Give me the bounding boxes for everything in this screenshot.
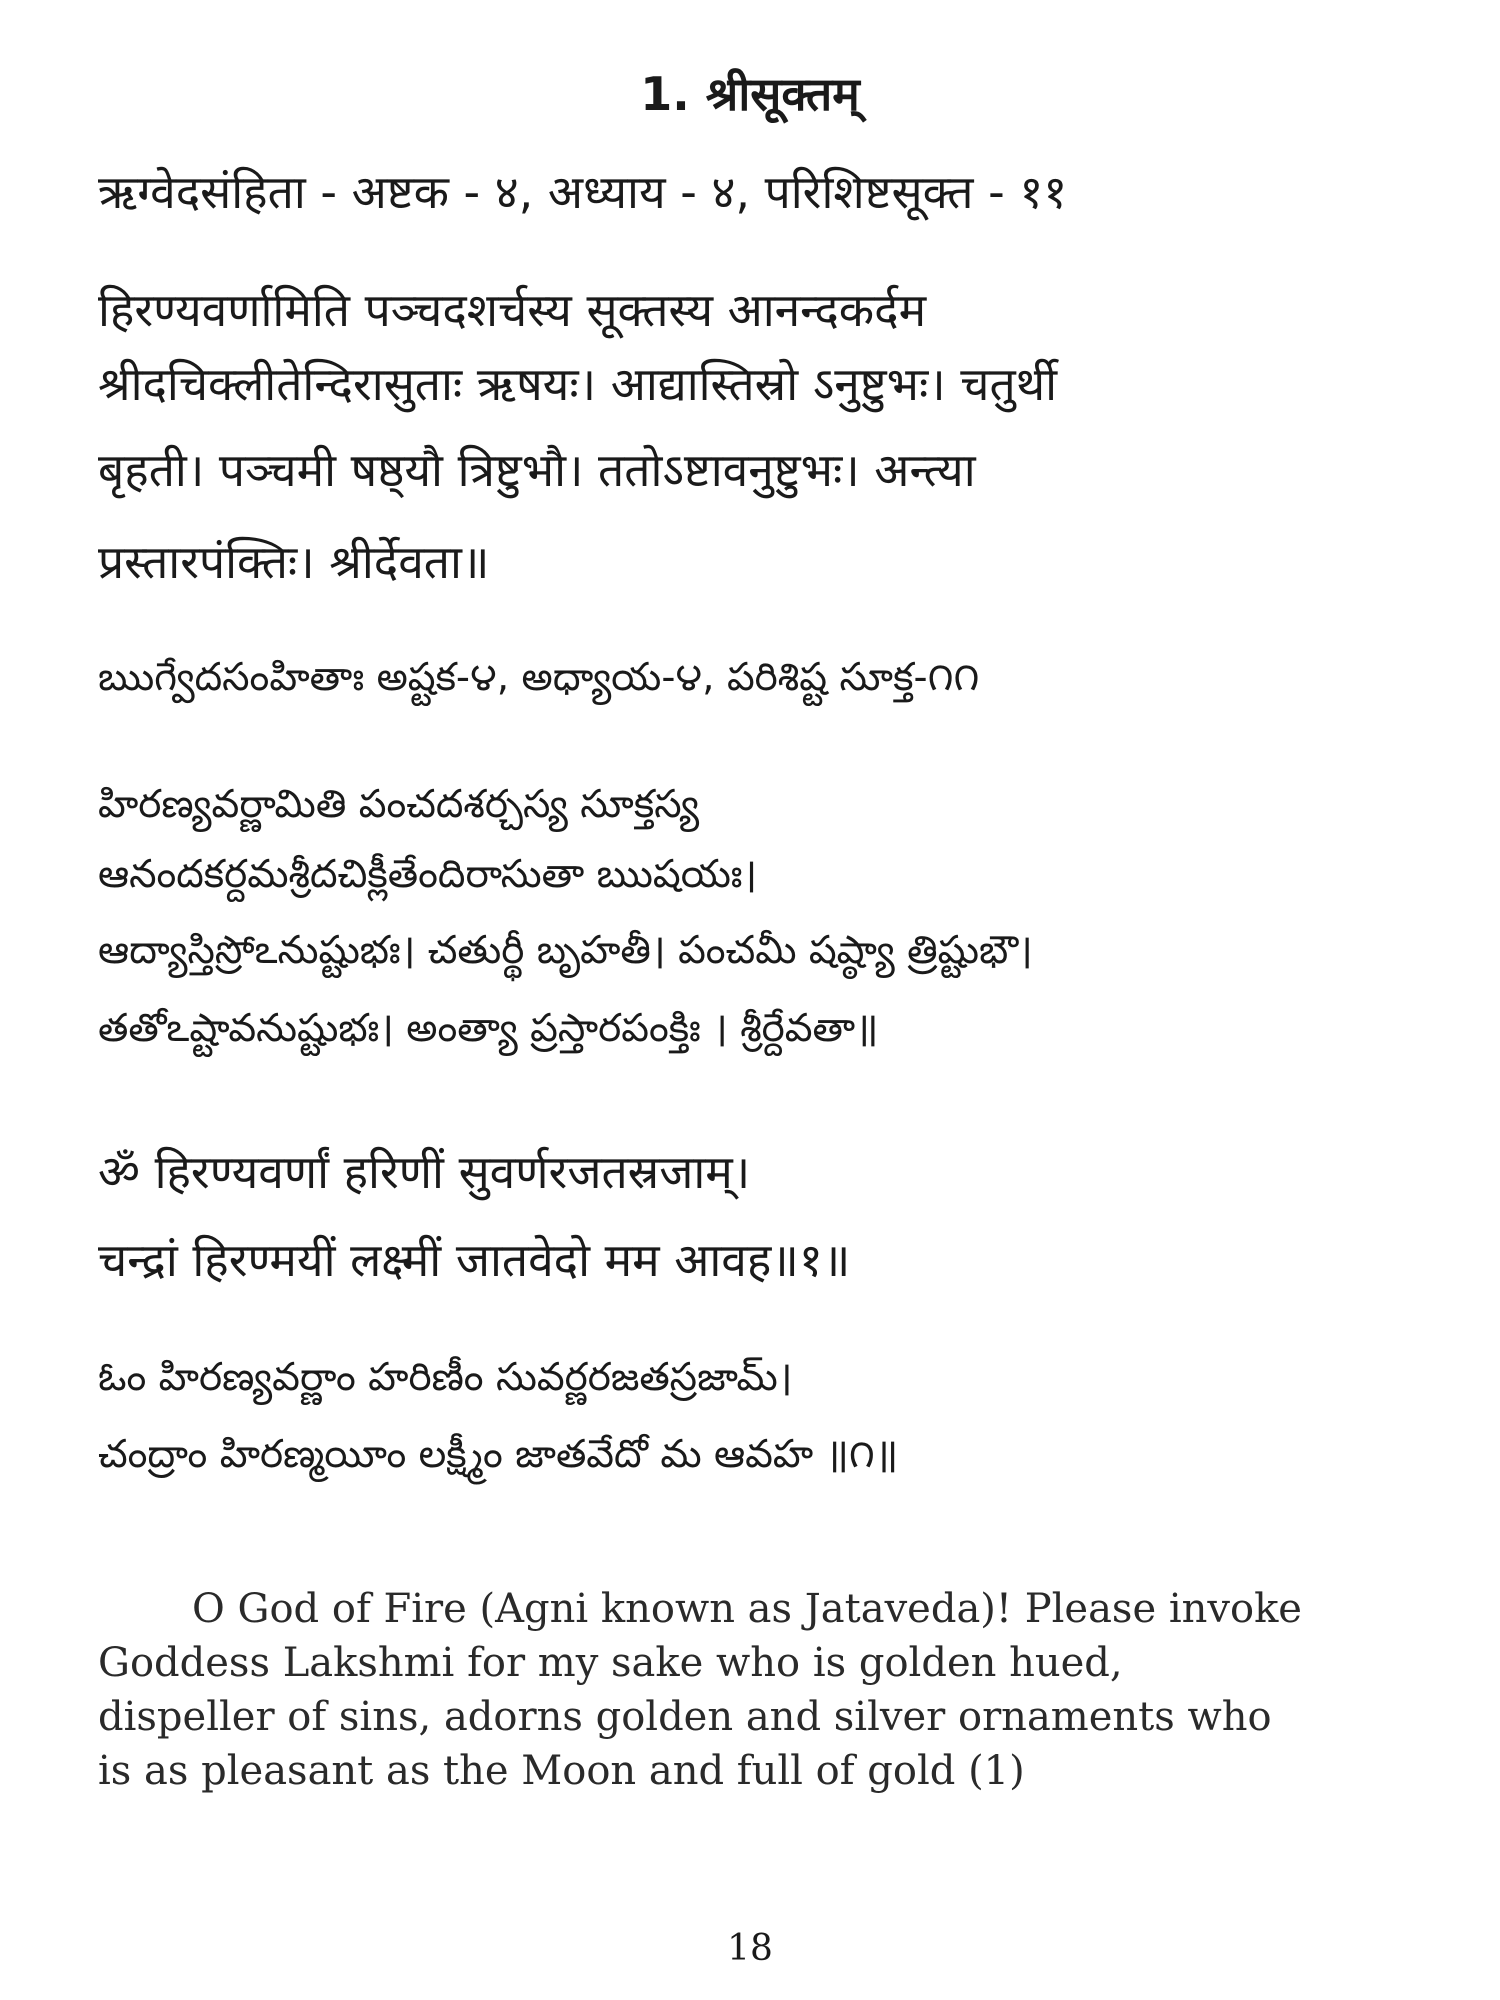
- telugu-verse-line: చంద్రాం హిరణ్మయీం లక్ష్మీం జాతవేదో మ ఆవహ ॥౧॥: [98, 1432, 899, 1477]
- translation-line: is as pleasant as the Moon and full of gold (1): [98, 1748, 1025, 1794]
- section-heading: 1. श्रीसूक्तम्: [640, 67, 860, 121]
- translation-line: O God of Fire (Agni known as Jataveda)! Please invoke: [192, 1586, 1302, 1632]
- translation-line: Goddess Lakshmi for my sake who is golden hued,: [98, 1640, 1123, 1686]
- page-number: 18: [727, 1928, 773, 1969]
- sanskrit-intro-line: बृहती। पञ्चमी षष्ठ्यौ त्रिष्टुभौ। ततोऽष्टावनुष्टुभः। अन्त्या: [98, 443, 976, 497]
- sanskrit-intro-line: प्रस्तारपंक्तिः। श्रीर्देवता॥: [98, 535, 490, 589]
- sanskrit-intro-line: हिरण्यवर्णामिति पञ्चदशर्चस्य सूक्तस्य आनन्दकर्दम: [98, 283, 927, 337]
- telugu-intro-line: ఆద్యాస్తిస్రోఽనుష్టుభః। చతుర్థీ బృహతీ। పంచమీ షష్ఠ్యా త్రిష్టుభౌ।: [98, 928, 1033, 973]
- telugu-intro-line: తతోఽష్టావనుష్టుభః। అంత్యా ప్రస్తారపంక్తిః । శ్రీర్దేవతా॥: [98, 1006, 879, 1051]
- sanskrit-verse-line: चन्द्रां हिरण्मयीं लक्ष्मीं जातवेदो मम आवह॥१॥: [98, 1233, 851, 1287]
- source-reference: ऋग्वेदसंहिता - अष्टक - ४, अध्याय - ४, परिशिष्टसूक्त - ११: [98, 165, 1068, 219]
- sanskrit-intro-line: श्रीदचिक्लीतेन्दिरासुताः ऋषयः। आद्यास्तिस्रो ऽनुष्टुभः। चतुर्थी: [98, 357, 1058, 411]
- telugu-intro-line: ఆనందకర్దమశ్రీదచిక్లీతేందిరాసుతా ఋషయః।: [98, 852, 758, 897]
- sanskrit-verse-line: ॐ हिरण्यवर्णां हरिणीं सुवर्णरजतस्रजाम्।: [98, 1145, 751, 1199]
- telugu-verse-line: ఓం హిరణ్యవర్ణాం హరిణీం సువర్ణరజతస్రజామ్।: [98, 1355, 793, 1400]
- translation-line: dispeller of sins, adorns golden and silver ornaments who: [98, 1694, 1272, 1740]
- telugu-source-reference: ఋగ్వేదసంహితాః అష్టక-౪, అధ్యాయ-౪, పరిశిష్ట సూక్త-౧౧: [98, 655, 980, 700]
- telugu-intro-line: హిరణ్యవర్ణామితి పంచదశర్చస్య సూక్తస్య: [98, 782, 700, 827]
- english-translation: [98, 1582, 1483, 1798]
